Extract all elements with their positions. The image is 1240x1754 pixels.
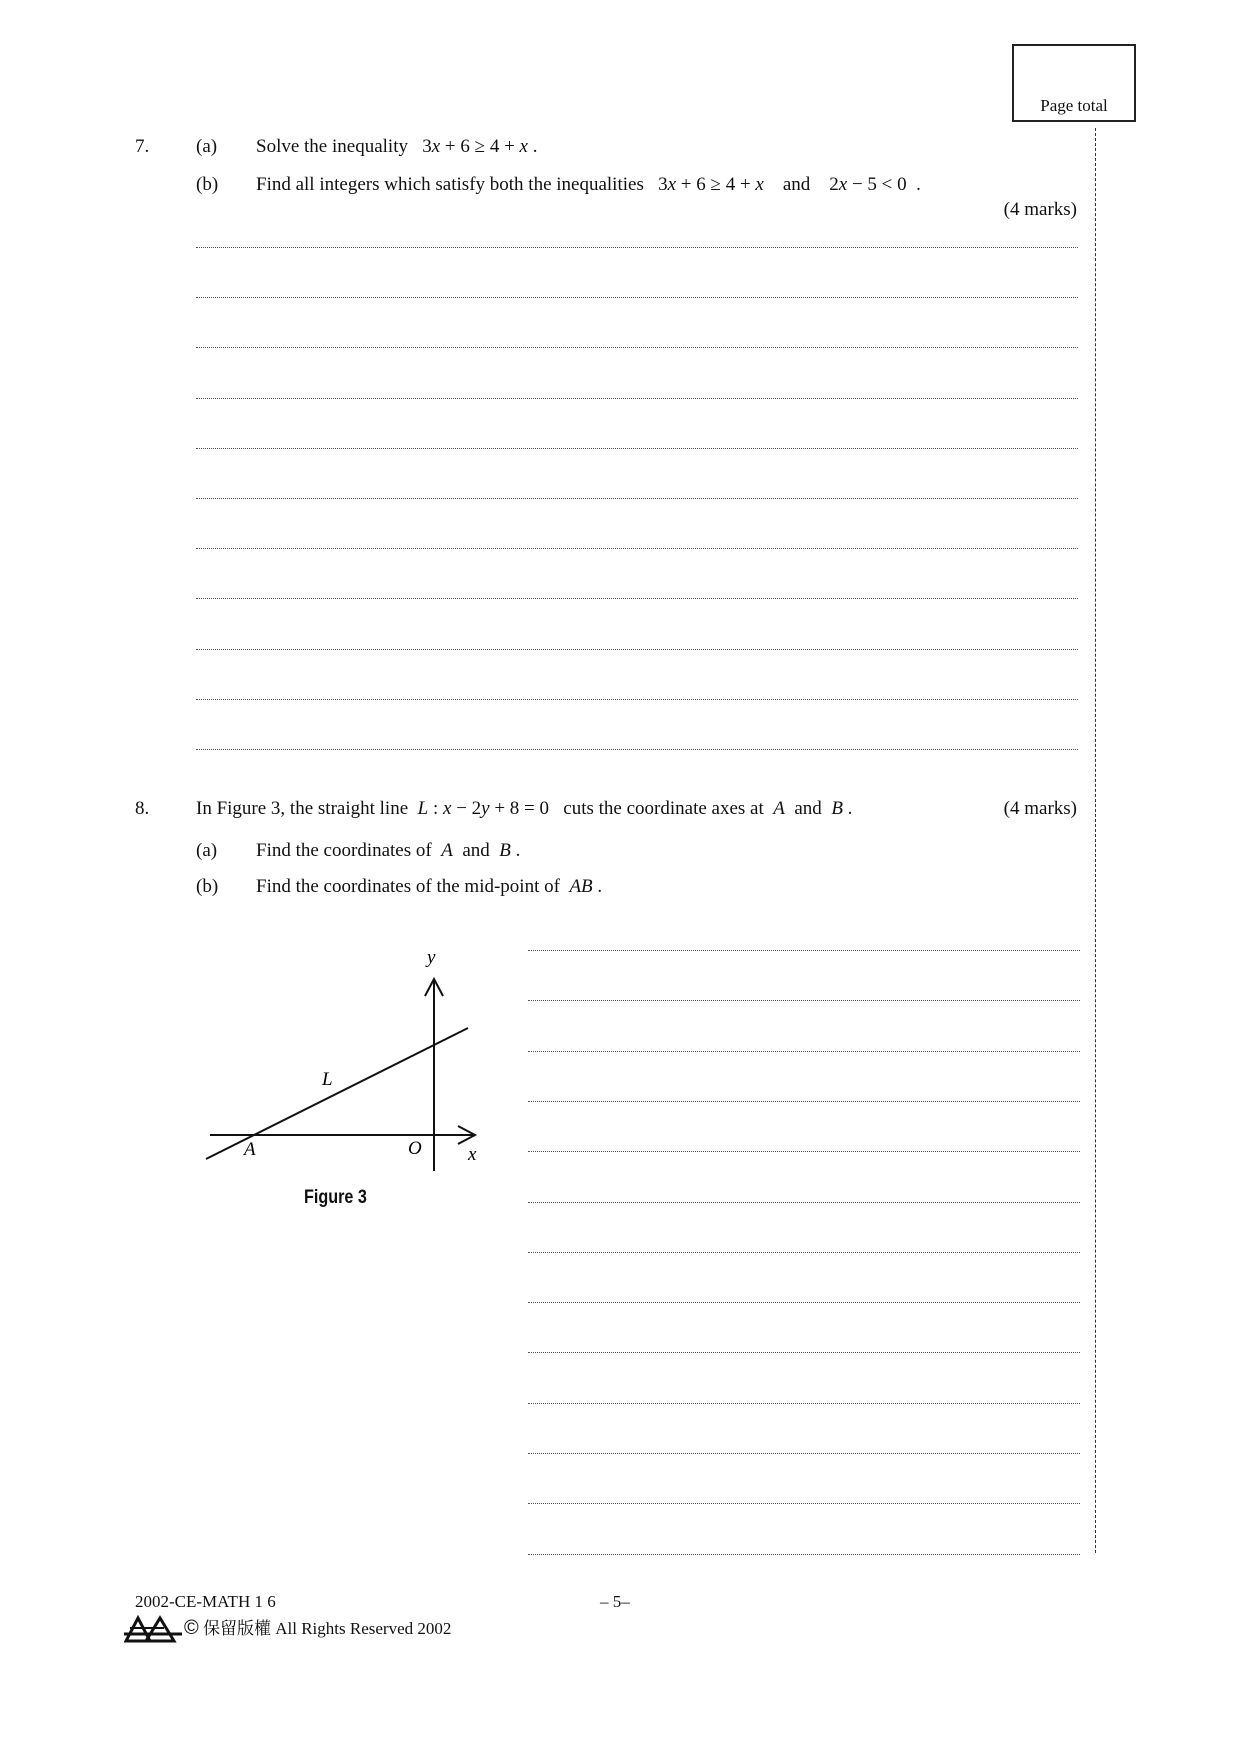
answer-line[interactable] <box>196 247 1078 248</box>
q8b-label: (b) <box>196 876 219 897</box>
answer-line[interactable] <box>196 649 1078 650</box>
q8-equation: L : x − 2y + 8 = 0 <box>417 798 550 819</box>
q7a-instruction: Solve the inequality <box>256 136 408 157</box>
q7b-and: and <box>782 174 811 195</box>
answer-line[interactable] <box>528 1302 1080 1303</box>
footer-code: 2002-CE-MATH 1 6 <box>135 1592 276 1611</box>
q8b-text: Find the coordinates of the mid-point of AB . <box>256 876 603 897</box>
q7b-inequality-2: 2x − 5 < 0 . <box>829 174 921 195</box>
q7a-text <box>256 136 537 158</box>
answer-line[interactable] <box>528 1403 1080 1404</box>
margin-dashed-line <box>1095 128 1096 1553</box>
q7a-inequality: 3x + 6 ≥ 4 + x . <box>422 136 538 157</box>
answer-line[interactable] <box>196 347 1078 348</box>
answer-line[interactable] <box>528 1352 1080 1353</box>
answer-line[interactable] <box>528 1252 1080 1253</box>
x-axis-label: x <box>468 1144 477 1165</box>
q7b-label: (b) <box>196 174 219 195</box>
answer-line[interactable] <box>528 950 1080 951</box>
answer-line[interactable] <box>528 1453 1080 1454</box>
q7b-text <box>256 174 921 196</box>
answer-line[interactable] <box>528 1151 1080 1152</box>
copyright-icon: © <box>184 1617 199 1639</box>
answer-line[interactable] <box>196 498 1078 499</box>
figure-3-caption: Figure 3 <box>304 1187 367 1208</box>
q8-marks: (4 marks) <box>1003 798 1077 819</box>
figure-3 <box>196 935 496 1175</box>
q8a-label: (a) <box>196 840 218 861</box>
q8a-text: Find the coordinates of A and B . <box>256 840 521 861</box>
q7-number: 7. <box>135 136 150 157</box>
y-axis-label: y <box>427 947 436 968</box>
page-total-label: Page total <box>1040 96 1108 115</box>
answer-line[interactable] <box>196 548 1078 549</box>
q7b-inequality-1: 3x + 6 ≥ 4 + x <box>658 174 764 195</box>
answer-line[interactable] <box>528 1000 1080 1001</box>
answer-line[interactable] <box>528 1202 1080 1203</box>
answer-line[interactable] <box>528 1503 1080 1504</box>
answer-line[interactable] <box>196 448 1078 449</box>
answer-line[interactable] <box>196 398 1078 399</box>
svg-text:HKEAA: HKEAA <box>124 1622 128 1623</box>
answer-line[interactable] <box>196 699 1078 700</box>
line-l-label: L <box>322 1069 333 1090</box>
answer-line[interactable] <box>528 1101 1080 1102</box>
q7a-label: (a) <box>196 136 218 157</box>
footer-page-number: – 5– <box>600 1592 630 1611</box>
point-a-label: A <box>244 1139 256 1160</box>
answer-line[interactable] <box>196 749 1078 750</box>
q8-intro: In Figure 3, the straight line L : x − 2y + 8 = 0 cuts the coordinate axes at A and B . <box>196 798 853 819</box>
q7-marks: (4 marks) <box>1003 199 1077 220</box>
hkeaa-logo <box>124 1614 184 1644</box>
answer-line[interactable] <box>196 297 1078 298</box>
answer-line[interactable] <box>528 1051 1080 1052</box>
footer-copyright: © 保留版權 All Rights Reserved 2002 <box>184 1617 452 1639</box>
q8-number: 8. <box>135 798 150 819</box>
answer-line[interactable] <box>196 598 1078 599</box>
page-total-box[interactable] <box>1012 44 1136 122</box>
q7b-instruction: Find all integers which satisfy both the inequalities <box>256 174 644 195</box>
origin-label: O <box>408 1138 422 1159</box>
hkeaa-logo-icon <box>124 1614 184 1644</box>
answer-line[interactable] <box>528 1554 1080 1555</box>
